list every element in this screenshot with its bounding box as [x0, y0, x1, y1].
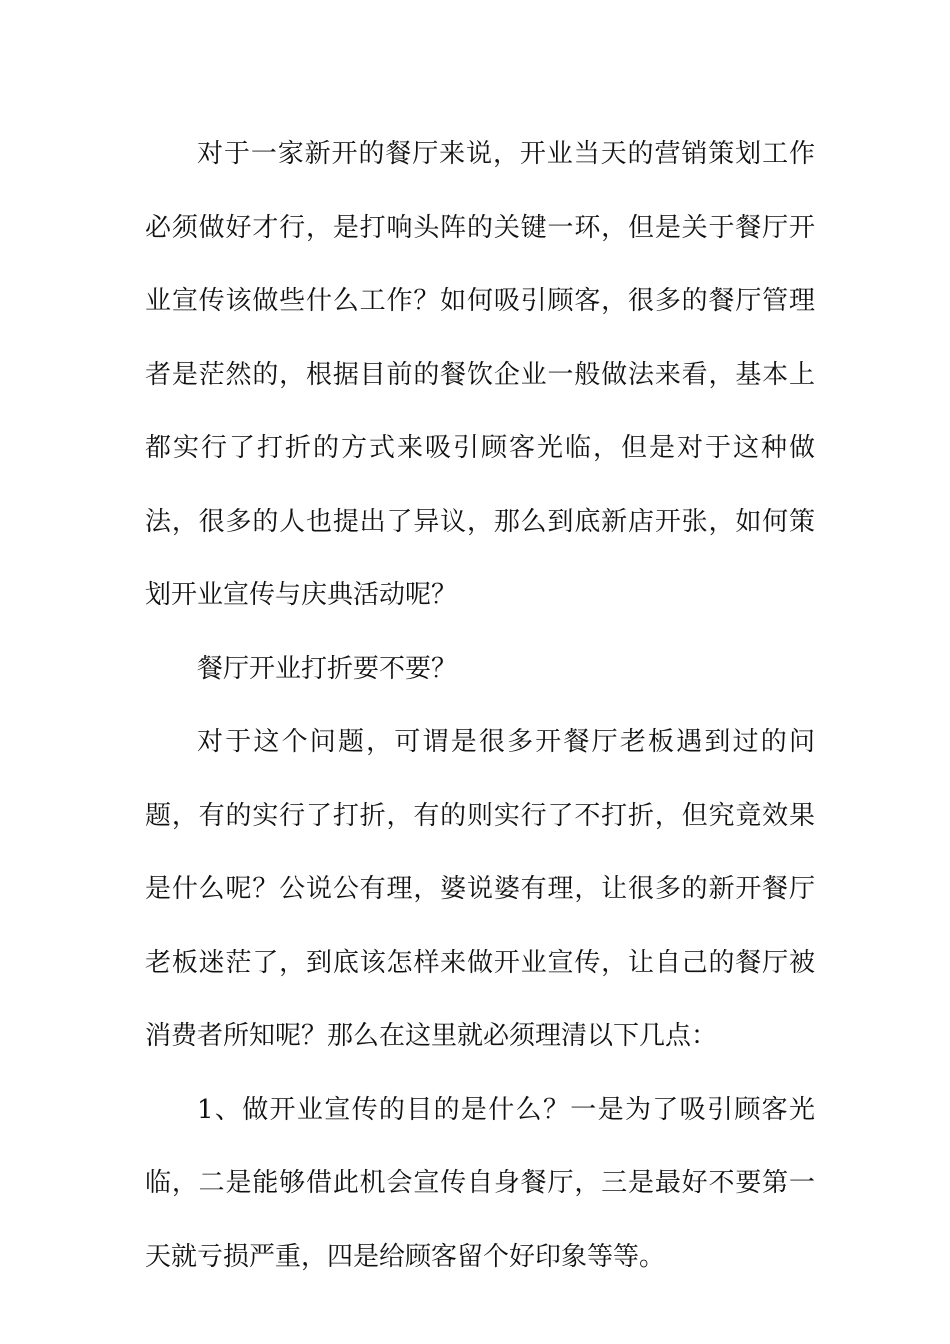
document-body — [145, 118, 815, 1294]
paragraph-intro: 对于一家新开的餐厅来说，开业当天的营销策划工作必须做好才行，是打响头阵的关键一环，但是关于餐厅开业宣传该做些什么工作？如何吸引顾客，很多的餐厅管理者是茫然的，根据目前的餐饮企业一般做法来看，基本上都实行了打折的方式来吸引顾客光临，但是对于这种做法，很多的人也提出了异议，那么到底新店开张，如何策划开业宣传与庆典活动呢？ — [145, 139, 815, 610]
paragraph-question: 餐厅开业打折要不要？ — [197, 653, 458, 684]
paragraph-point-1: 1、做开业宣传的目的是什么？一是为了吸引顾客光临，二是能够借此机会宣传自身餐厅，三是最好不要第一天就亏损严重，四是给顾客留个好印象等等。 — [145, 1094, 815, 1272]
paragraph-discussion: 对于这个问题，可谓是很多开餐厅老板遇到过的问题，有的实行了打折，有的则实行了不打折，但究竟效果是什么呢？公说公有理，婆说婆有理，让很多的新开餐厅老板迷茫了，到底该怎样来做开业宣传，让自己的餐厅被消费者所知呢？那么在这里就必须理清以下几点： — [145, 727, 815, 1051]
